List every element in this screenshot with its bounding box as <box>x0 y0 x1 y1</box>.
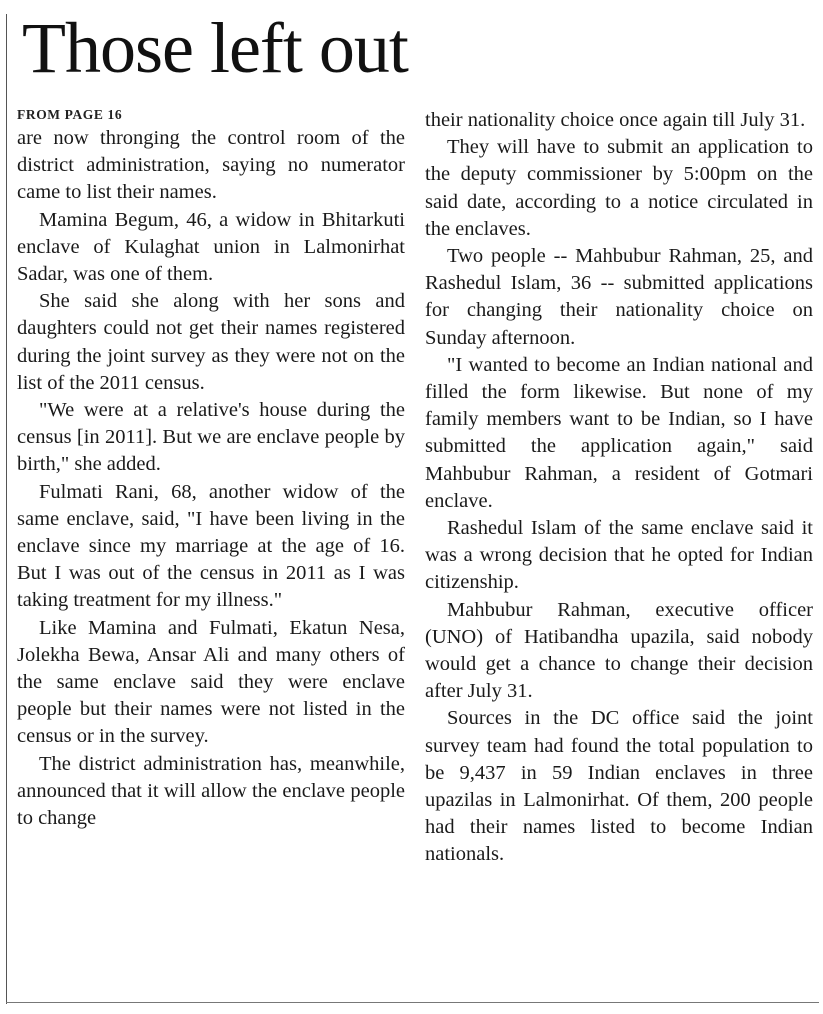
paragraph: The district administration has, meanwhile, announced that it will allow the enclave people to change <box>17 752 405 830</box>
bottom-rule <box>6 1002 819 1003</box>
jump-line: FROM PAGE 16 <box>17 107 123 122</box>
paragraph: "I wanted to become an Indian national and filled the form likewise. But none of my family members want to be Indian, so I have submitted the application again," said Mahbubur Rahman, a resident of Gotmari enclave. <box>425 353 813 512</box>
paragraph: They will have to submit an application to the deputy commissioner by 5:00pm on the said date, according to a notice circulated in the enclaves. <box>425 136 813 240</box>
paragraph: She said she along with her sons and daughters could not get their names registered during the joint survey as they were not on the list of the 2011 census. <box>17 290 405 394</box>
left-column-rule <box>6 14 7 1004</box>
paragraph: are now thronging the control room of the district administration, saying no numerator came to list their names. <box>17 127 405 204</box>
paragraph: Two people -- Mahbubur Rahman, 25, and Rashedul Islam, 36 -- submitted applications for changing their nationality choice on Sunday afternoon. <box>425 245 813 349</box>
paragraph: their nationality choice once again till July 31. <box>425 109 806 131</box>
paragraph: Sources in the DC office said the joint survey team had found the total population to be 9,437 in 59 Indian enclaves in three upazilas in Lalmonirhat. Of them, 200 people had their names listed to become Indian nationals. <box>425 707 813 866</box>
article-column-right <box>425 107 813 869</box>
article-headline: Those left out <box>22 8 408 88</box>
article-column-left <box>17 106 405 832</box>
paragraph: Mamina Begum, 46, a widow in Bhitarkuti enclave of Kulaghat union in Lalmonirhat Sadar, was one of them. <box>17 208 405 286</box>
paragraph: Fulmati Rani, 68, another widow of the same enclave, said, "I have been living in the enclave since my marriage at the age of 16. But I was out of the census in 2011 as I was taking treatment for my illness." <box>17 480 405 612</box>
paragraph: "We were at a relative's house during the census [in 2011]. But we are enclave people by birth," she added. <box>17 399 405 476</box>
paragraph: Mahbubur Rahman, executive officer (UNO) of Hatibandha upazila, said nobody would get a chance to change their decision after July 31. <box>425 598 813 703</box>
paragraph: Rashedul Islam of the same enclave said it was a wrong decision that he opted for Indian citizenship. <box>425 517 813 594</box>
paragraph: Like Mamina and Fulmati, Ekatun Nesa, Jolekha Bewa, Ansar Ali and many others of the same enclave said they were enclave people but their names were not listed in the census or in the survey. <box>17 616 405 748</box>
